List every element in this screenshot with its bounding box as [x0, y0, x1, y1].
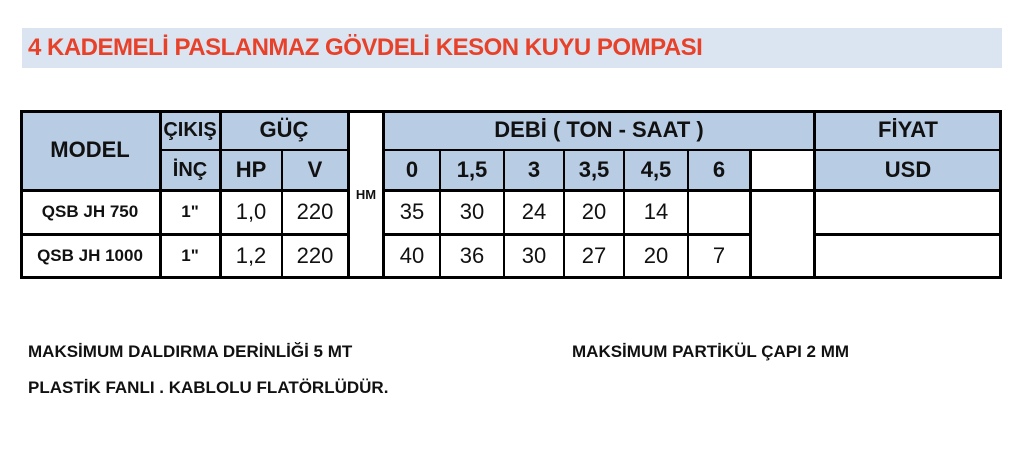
row2-v: 220 [282, 234, 348, 278]
page-title: 4 KADEMELİ PASLANMAZ GÖVDELİ KESON KUYU POMPASI [28, 34, 703, 61]
grid-line [384, 189, 1002, 192]
blank-col [750, 150, 814, 278]
grid-line [563, 150, 565, 279]
grid-line [281, 150, 283, 279]
row1-head-0: 35 [384, 190, 440, 234]
note-depth: MAKSİMUM DALDIRMA DERİNLİĞİ 5 MT [28, 342, 353, 361]
header-fiyat: FİYAT [814, 110, 1002, 150]
row2-head-0: 40 [384, 234, 440, 278]
grid-line [623, 150, 625, 279]
header-hp: HP [220, 150, 282, 190]
row2-inc: 1" [160, 234, 220, 278]
grid-line [813, 110, 816, 279]
grid-line [384, 149, 1002, 151]
row1-model: QSB JH 750 [20, 190, 160, 234]
grid-line [20, 110, 23, 279]
grid-line [749, 150, 752, 279]
grid-line [20, 189, 348, 192]
grid-line [503, 150, 505, 279]
grid-line [159, 110, 162, 279]
row1-head-4: 14 [624, 190, 688, 234]
row1-usd [814, 190, 1002, 234]
row2-head-5: 7 [688, 234, 750, 278]
flow-col-1: 1,5 [440, 150, 504, 190]
flow-col-5: 6 [688, 150, 750, 190]
grid-line [20, 110, 1002, 113]
flow-col-3: 3,5 [564, 150, 624, 190]
row1-hp: 1,0 [220, 190, 282, 234]
header-model: MODEL [20, 110, 160, 190]
row2-head-4: 20 [624, 234, 688, 278]
note-fan: PLASTİK FANLI . KABLOLU FLATÖRLÜDÜR. [28, 378, 389, 397]
row2-head-3: 27 [564, 234, 624, 278]
header-debi: DEBİ ( TON - SAAT ) [384, 110, 814, 150]
flow-col-2: 3 [504, 150, 564, 190]
header-v: V [282, 150, 348, 190]
row1-head-2: 24 [504, 190, 564, 234]
grid-line [219, 110, 222, 279]
grid-line [814, 233, 1002, 236]
grid-line [160, 149, 348, 151]
header-guc: GÜÇ [220, 110, 348, 150]
flow-col-0: 0 [384, 150, 440, 190]
row1-head-3: 20 [564, 190, 624, 234]
grid-line [20, 276, 1002, 279]
grid-line [20, 233, 348, 236]
header-inc: İNÇ [160, 150, 220, 190]
grid-line [439, 150, 441, 279]
note-particle: MAKSİMUM PARTİKÜL ÇAPI 2 MM [572, 342, 850, 361]
row1-v: 220 [282, 190, 348, 234]
header-cikis: ÇIKIŞ [160, 110, 220, 150]
header-usd: USD [814, 150, 1002, 190]
row1-head-5 [688, 190, 750, 234]
row2-model: QSB JH 1000 [20, 234, 160, 278]
grid-line [347, 110, 350, 279]
price-table [20, 110, 1002, 280]
row1-head-1: 30 [440, 190, 504, 234]
grid-line [382, 110, 385, 279]
row2-hp: 1,2 [220, 234, 282, 278]
row2-head-1: 36 [440, 234, 504, 278]
header-hm: HM [348, 110, 384, 278]
row2-usd [814, 234, 1002, 278]
grid-line [999, 110, 1002, 279]
row1-inc: 1" [160, 190, 220, 234]
row2-head-2: 30 [504, 234, 564, 278]
flow-col-4: 4,5 [624, 150, 688, 190]
grid-line [687, 150, 689, 279]
